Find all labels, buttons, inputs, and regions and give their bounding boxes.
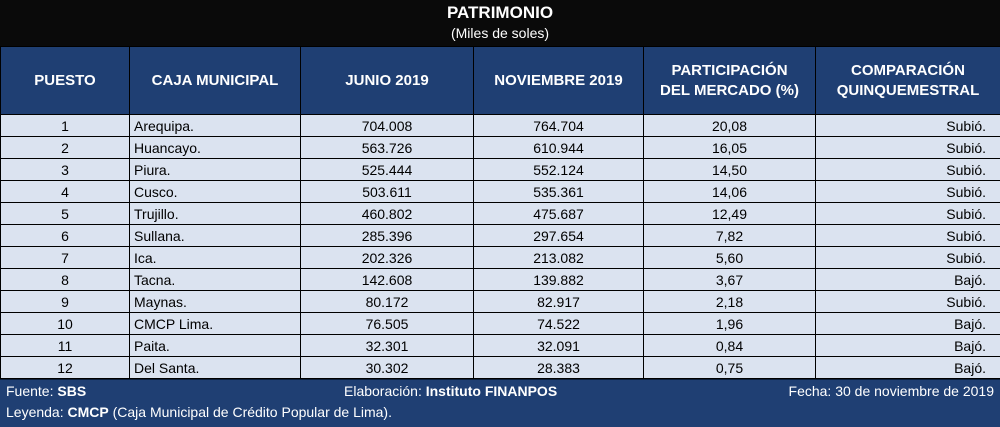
header-comparacion bbox=[816, 47, 1000, 115]
elaboracion-value: Instituto FINANPOS bbox=[425, 383, 558, 399]
table-row bbox=[1, 203, 1000, 225]
cell-comparacion: Subió. bbox=[816, 291, 1000, 313]
footer-row-2 bbox=[0, 404, 1000, 424]
cell-comparacion: Bajó. bbox=[816, 335, 1000, 357]
table-row bbox=[1, 181, 1000, 203]
cell-caja: Del Santa. bbox=[130, 357, 301, 379]
cell-participacion: 7,82 bbox=[644, 225, 816, 247]
cell-puesto: 8 bbox=[1, 269, 130, 291]
cell-participacion: 1,96 bbox=[644, 313, 816, 335]
cell-caja: Maynas. bbox=[130, 291, 301, 313]
cell-junio: 704.008 bbox=[301, 115, 474, 137]
cell-junio: 202.326 bbox=[301, 247, 474, 269]
table-row bbox=[1, 115, 1000, 137]
cell-noviembre: 28.383 bbox=[474, 357, 644, 379]
cell-junio: 563.726 bbox=[301, 137, 474, 159]
cell-noviembre: 475.687 bbox=[474, 203, 644, 225]
cell-participacion: 2,18 bbox=[644, 291, 816, 313]
header-comparacion-line2: QUINQUEMESTRAL bbox=[836, 81, 980, 99]
cell-caja: Huancayo. bbox=[130, 137, 301, 159]
cell-noviembre: 297.654 bbox=[474, 225, 644, 247]
table-row bbox=[1, 291, 1000, 313]
header-puesto: PUESTO bbox=[1, 47, 130, 115]
cell-junio: 80.172 bbox=[301, 291, 474, 313]
cell-junio: 30.302 bbox=[301, 357, 474, 379]
footer-row-1 bbox=[0, 383, 1000, 403]
cell-comparacion: Subió. bbox=[816, 181, 1000, 203]
footer bbox=[0, 380, 1000, 427]
header-junio: JUNIO 2019 bbox=[301, 47, 474, 115]
cell-puesto: 3 bbox=[1, 159, 130, 181]
header-participacion-line1: PARTICIPACIÓN bbox=[671, 61, 788, 79]
footer-fuente bbox=[6, 383, 86, 399]
cell-noviembre: 32.091 bbox=[474, 335, 644, 357]
table-title: PATRIMONIO bbox=[446, 3, 554, 22]
cell-noviembre: 610.944 bbox=[474, 137, 644, 159]
cell-comparacion: Subió. bbox=[816, 247, 1000, 269]
footer-fecha: Fecha: 30 de noviembre de 2019 bbox=[788, 383, 994, 399]
cell-junio: 503.611 bbox=[301, 181, 474, 203]
table-row bbox=[1, 137, 1000, 159]
cell-junio: 525.444 bbox=[301, 159, 474, 181]
cell-participacion: 14,50 bbox=[644, 159, 816, 181]
cell-puesto: 12 bbox=[1, 357, 130, 379]
cell-puesto: 11 bbox=[1, 335, 130, 357]
cell-caja: Sullana. bbox=[130, 225, 301, 247]
table-row bbox=[1, 335, 1000, 357]
table-row bbox=[1, 269, 1000, 291]
footer-leyenda bbox=[6, 404, 392, 420]
cell-caja: Trujillo. bbox=[130, 203, 301, 225]
cell-junio: 142.608 bbox=[301, 269, 474, 291]
fuente-value: SBS bbox=[57, 383, 87, 399]
elaboracion-label: Elaboración: bbox=[344, 383, 426, 399]
cell-participacion: 16,05 bbox=[644, 137, 816, 159]
title-bar bbox=[0, 0, 1000, 46]
table-row bbox=[1, 313, 1000, 335]
header-row bbox=[1, 47, 1000, 115]
cell-caja: Cusco. bbox=[130, 181, 301, 203]
header-caja: CAJA MUNICIPAL bbox=[130, 47, 301, 115]
cell-caja: Paita. bbox=[130, 335, 301, 357]
cell-comparacion: Subió. bbox=[816, 225, 1000, 247]
cell-puesto: 10 bbox=[1, 313, 130, 335]
cell-noviembre: 82.917 bbox=[474, 291, 644, 313]
cell-junio: 76.505 bbox=[301, 313, 474, 335]
cell-participacion: 14,06 bbox=[644, 181, 816, 203]
cell-participacion: 5,60 bbox=[644, 247, 816, 269]
cell-caja: CMCP Lima. bbox=[130, 313, 301, 335]
fuente-label: Fuente: bbox=[6, 383, 58, 399]
cell-puesto: 1 bbox=[1, 115, 130, 137]
cell-junio: 460.802 bbox=[301, 203, 474, 225]
cell-comparacion: Subió. bbox=[816, 159, 1000, 181]
header-participacion bbox=[644, 47, 816, 115]
leyenda-value: CMCP bbox=[67, 404, 109, 420]
cell-noviembre: 213.082 bbox=[474, 247, 644, 269]
cell-participacion: 0,84 bbox=[644, 335, 816, 357]
header-comparacion-line1: COMPARACIÓN bbox=[851, 61, 965, 79]
table-row bbox=[1, 159, 1000, 181]
cell-puesto: 4 bbox=[1, 181, 130, 203]
cell-participacion: 20,08 bbox=[644, 115, 816, 137]
cell-puesto: 9 bbox=[1, 291, 130, 313]
leyenda-label: Leyenda: bbox=[6, 404, 68, 420]
table-row bbox=[1, 225, 1000, 247]
cell-caja: Ica. bbox=[130, 247, 301, 269]
cell-junio: 285.396 bbox=[301, 225, 474, 247]
table-subtitle: (Miles de soles) bbox=[450, 25, 550, 41]
patrimonio-table bbox=[0, 46, 1000, 379]
cell-noviembre: 74.522 bbox=[474, 313, 644, 335]
cell-participacion: 3,67 bbox=[644, 269, 816, 291]
cell-comparacion: Bajó. bbox=[816, 269, 1000, 291]
cell-participacion: 0,75 bbox=[644, 357, 816, 379]
cell-noviembre: 535.361 bbox=[474, 181, 644, 203]
cell-caja: Tacna. bbox=[130, 269, 301, 291]
cell-junio: 32.301 bbox=[301, 335, 474, 357]
cell-comparacion: Subió. bbox=[816, 203, 1000, 225]
cell-noviembre: 552.124 bbox=[474, 159, 644, 181]
cell-noviembre: 139.882 bbox=[474, 269, 644, 291]
cell-noviembre: 764.704 bbox=[474, 115, 644, 137]
cell-puesto: 7 bbox=[1, 247, 130, 269]
header-noviembre: NOVIEMBRE 2019 bbox=[474, 47, 644, 115]
cell-comparacion: Subió. bbox=[816, 137, 1000, 159]
cell-caja: Piura. bbox=[130, 159, 301, 181]
table-row bbox=[1, 357, 1000, 379]
cell-comparacion: Bajó. bbox=[816, 313, 1000, 335]
footer-elaboracion bbox=[344, 383, 557, 399]
header-participacion-line2: DEL MERCADO (%) bbox=[660, 81, 799, 99]
table-row bbox=[1, 247, 1000, 269]
cell-puesto: 2 bbox=[1, 137, 130, 159]
cell-caja: Arequipa. bbox=[130, 115, 301, 137]
leyenda-text: (Caja Municipal de Crédito Popular de Lima). bbox=[108, 404, 392, 420]
cell-participacion: 12,49 bbox=[644, 203, 816, 225]
cell-comparacion: Subió. bbox=[816, 115, 1000, 137]
cell-puesto: 5 bbox=[1, 203, 130, 225]
cell-comparacion: Bajó. bbox=[816, 357, 1000, 379]
table-body bbox=[1, 115, 1000, 379]
cell-puesto: 6 bbox=[1, 225, 130, 247]
